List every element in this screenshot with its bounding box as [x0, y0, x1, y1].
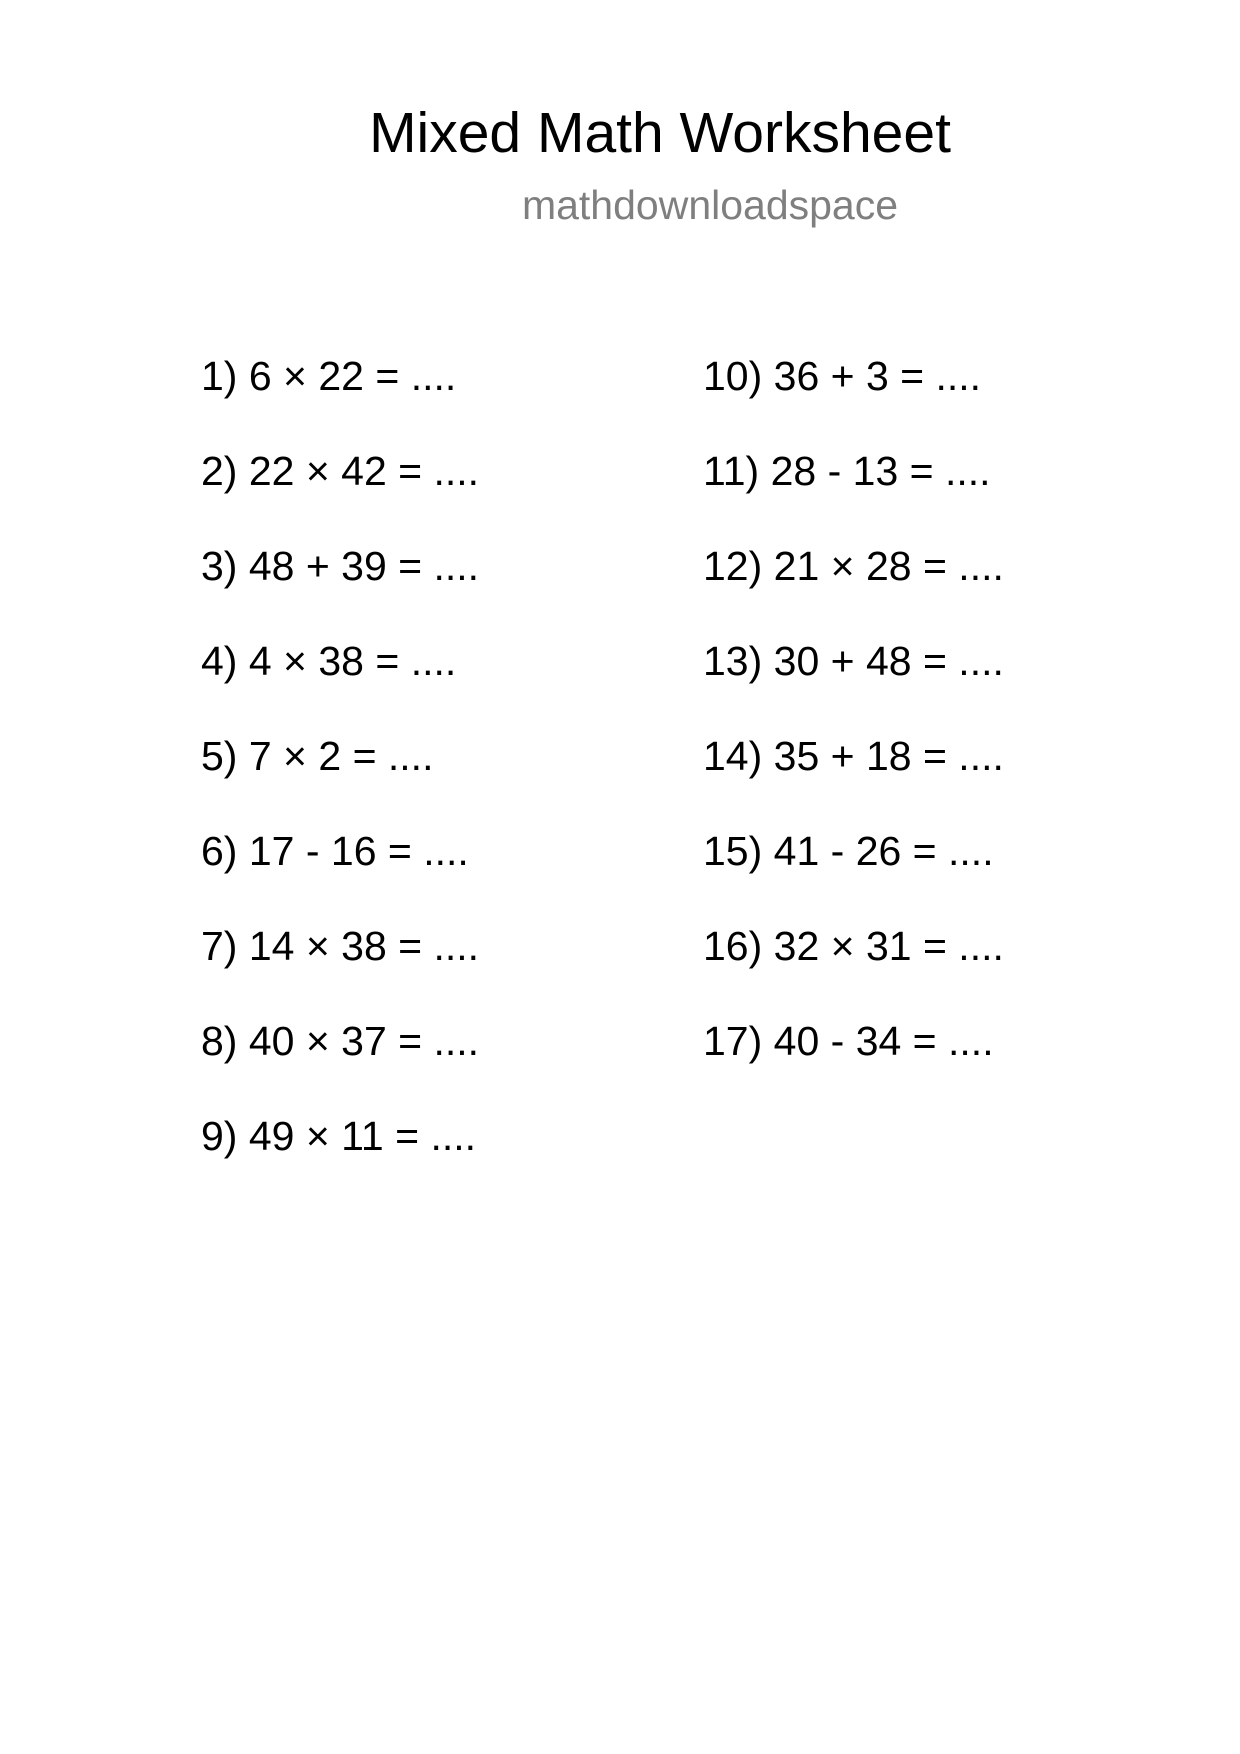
problem-13: 13) 30 + 48 = .... [703, 638, 1004, 684]
problem-2: 2) 22 × 42 = .... [201, 448, 480, 494]
page-title: Mixed Math Worksheet [369, 101, 951, 165]
problem-17: 17) 40 - 34 = .... [703, 1018, 994, 1064]
problem-3: 3) 48 + 39 = .... [201, 543, 480, 589]
problem-11: 11) 28 - 13 = .... [703, 448, 991, 494]
problem-15: 15) 41 - 26 = .... [703, 828, 994, 874]
problem-9: 9) 49 × 11 = .... [201, 1113, 477, 1159]
problem-7: 7) 14 × 38 = .... [201, 923, 480, 969]
page-subtitle: mathdownloadspace [521, 182, 899, 228]
problem-12: 12) 21 × 28 = .... [703, 543, 1004, 589]
problem-8: 8) 40 × 37 = .... [201, 1018, 480, 1064]
problem-4: 4) 4 × 38 = .... [201, 638, 457, 684]
problem-14: 14) 35 + 18 = .... [703, 733, 1004, 779]
problem-10: 10) 36 + 3 = .... [703, 353, 982, 399]
problem-6: 6) 17 - 16 = .... [201, 828, 469, 874]
problem-1: 1) 6 × 22 = .... [201, 353, 457, 399]
problem-16: 16) 32 × 31 = .... [703, 923, 1004, 969]
problem-5: 5) 7 × 2 = .... [201, 733, 434, 779]
